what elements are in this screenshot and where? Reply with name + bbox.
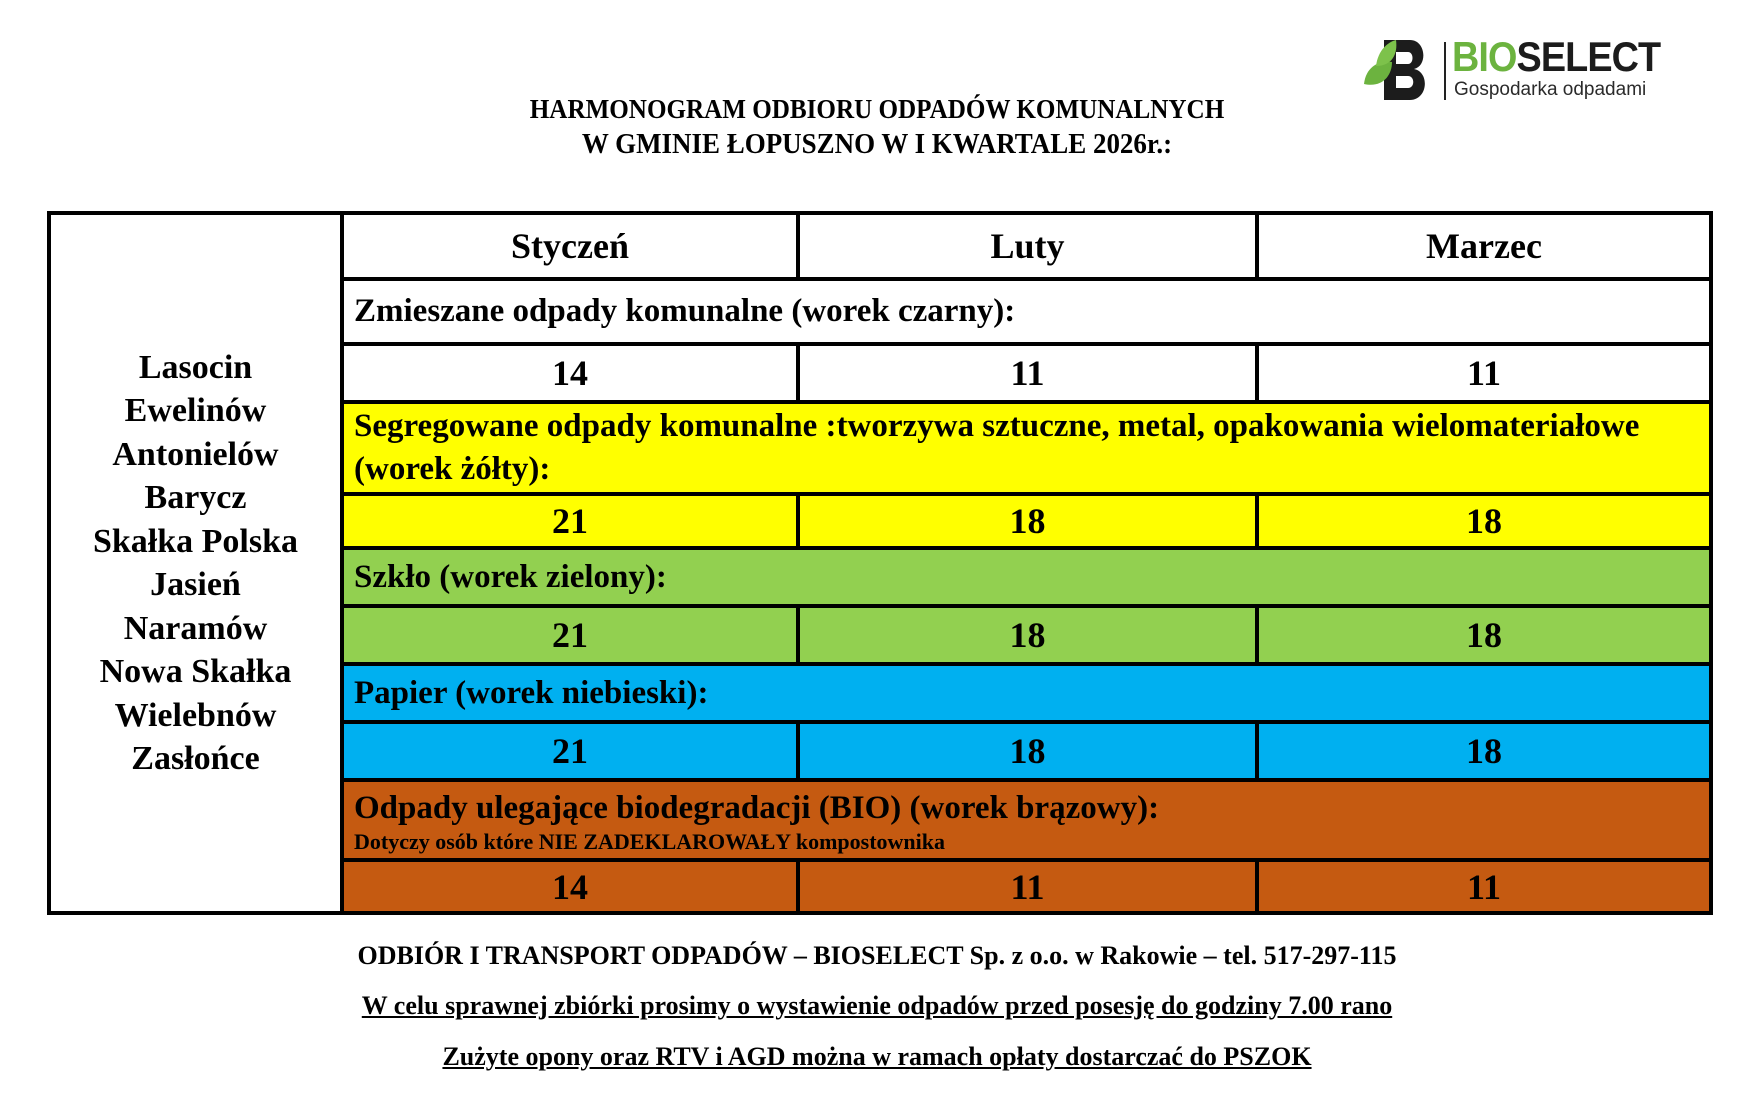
category-label: Szkło (worek zielony): [354, 558, 667, 595]
months-header-row [344, 215, 1709, 281]
category-note: Dotyczy osób które NIE ZADEKLAROWAŁY kompostownika [354, 828, 946, 854]
pickup-date: 21 [344, 496, 800, 546]
pickup-date: 21 [344, 724, 800, 778]
town-name: Lasocin [138, 348, 253, 386]
pickup-date: 18 [800, 608, 1259, 662]
pickup-date: 11 [1466, 866, 1501, 907]
category-row-plastics [344, 404, 1709, 496]
pickup-date: 11 [800, 862, 1259, 911]
pickup-date: 14 [344, 346, 800, 400]
pickup-date: 14 [344, 862, 800, 911]
category-row-glass [344, 550, 1709, 608]
category-row-mixed [344, 281, 1709, 346]
category-label: Papier (worek niebieski): [354, 674, 709, 711]
logo-brand-name [1452, 34, 1660, 80]
category-row-bio [344, 782, 1709, 862]
category-label-block [344, 782, 1709, 858]
schedule-table [47, 211, 1713, 915]
pickup-date: 18 [1466, 501, 1502, 541]
town-name: Barycz [144, 479, 247, 516]
town-name: Zasłońce [131, 740, 260, 777]
dates-row-paper [344, 724, 1709, 782]
dates-row-bio [344, 862, 1709, 911]
pickup-date: 18 [800, 496, 1259, 546]
footer-contact: ODBIÓR I TRANSPORT ODPADÓW – BIOSELECT Sp. z o.o. w Rakowie – tel. 517-297-115 [357, 941, 1397, 970]
category-label: Segregowane odpady komunalne :tworzywa sztuczne, metal, opakowania wielomateriałowe (worek żółty): [354, 408, 1640, 487]
month-header: Marzec [1426, 226, 1542, 266]
town-name: Jasień [150, 566, 241, 603]
month-header: Styczeń [344, 215, 800, 277]
page-title-line2: W GMINIE ŁOPUSZNO W I KWARTALE 2026r.: [581, 128, 1173, 160]
pickup-date: 18 [1466, 615, 1502, 655]
town-name: Wielebnów [114, 696, 277, 734]
month-header: Luty [800, 215, 1259, 277]
pickup-date: 21 [344, 608, 800, 662]
pickup-date: 11 [800, 346, 1259, 400]
logo-tagline: Gospodarka odpadami [1454, 79, 1647, 100]
category-row-paper [344, 666, 1709, 724]
footer-notice-time: W celu sprawnej zbiórki prosimy o wystawienie odpadów przed posesję do godziny 7.00 rano [361, 991, 1393, 1020]
pickup-date: 18 [1466, 731, 1502, 771]
footer-notice-pszok: Zużyte opony oraz RTV i AGD można w ramach opłaty dostarczać do PSZOK [442, 1042, 1312, 1071]
logo-brand-bio: BIO [1452, 33, 1517, 80]
pickup-date: 11 [1466, 353, 1501, 393]
town-name: Naramów [123, 609, 268, 647]
town-name: Nowa Skałka [99, 653, 292, 690]
towns-list [51, 215, 344, 911]
dates-row-mixed [344, 346, 1709, 404]
logo-brand-select: SELECT [1516, 33, 1661, 80]
page-title-line1: HARMONOGRAM ODBIORU ODPADÓW KOMUNALNYCH [529, 94, 1225, 124]
town-name: Ewelinów [124, 392, 267, 429]
logo-divider [1444, 42, 1446, 100]
town-name: Antonielów [112, 435, 279, 473]
pickup-date: 18 [800, 724, 1259, 778]
town-name: Skałka Polska [92, 522, 299, 560]
category-label: Zmieszane odpady komunalne (worek czarny): [354, 293, 1016, 329]
dates-row-glass [344, 608, 1709, 666]
category-label: Odpady ulegające biodegradacji (BIO) (worek brązowy): [354, 789, 1160, 826]
dates-row-plastics [344, 496, 1709, 550]
schedule-grid [344, 215, 1709, 911]
